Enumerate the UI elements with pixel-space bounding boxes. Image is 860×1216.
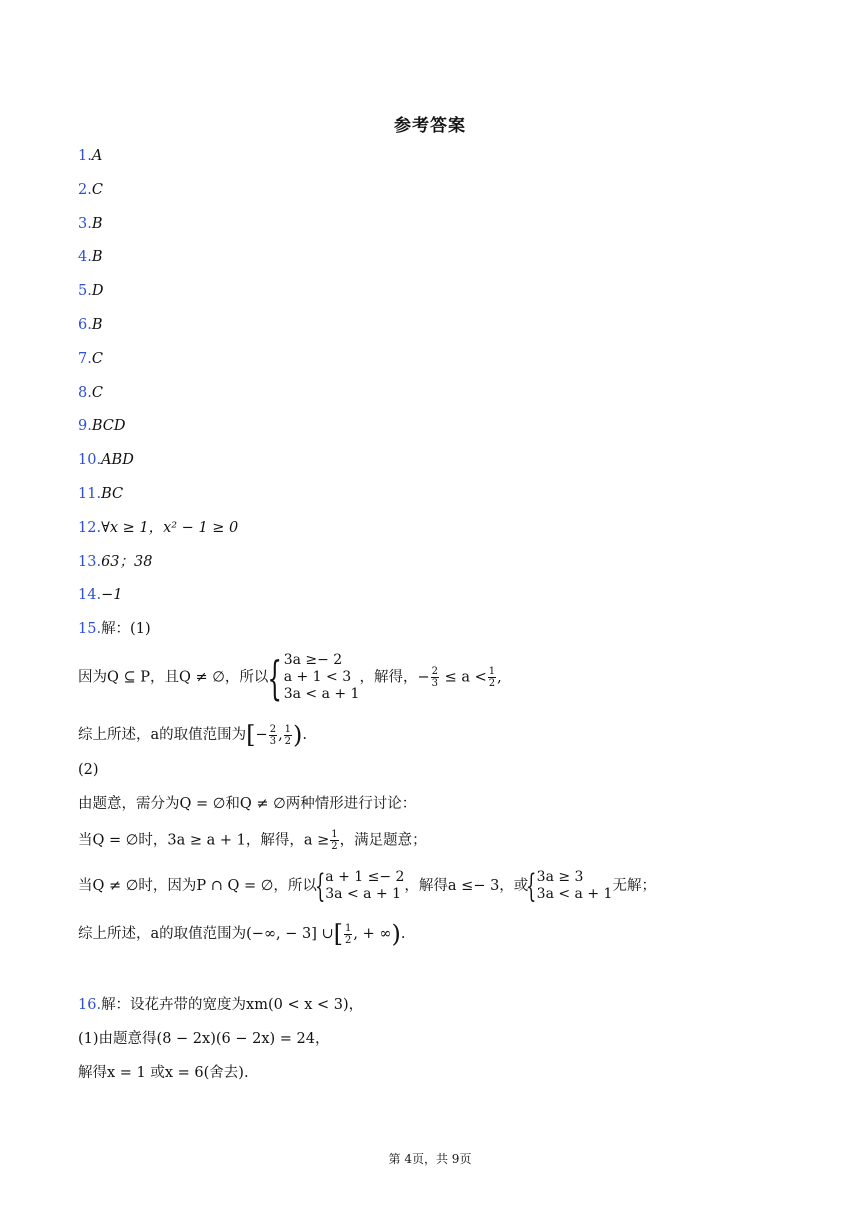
answer-item xyxy=(78,520,238,537)
fraction: $\frac{1}{2}$ xyxy=(488,666,496,689)
fraction: $\frac{1}{2}$ xyxy=(331,829,338,852)
answer-value: C xyxy=(91,181,103,198)
q15-l1-pre: 因为Q ⊆ P，且Q ≠ ∅，所以 xyxy=(78,669,269,686)
q15-line4 xyxy=(78,829,427,852)
answer-value: −1 xyxy=(101,587,123,604)
answer-number: 5. xyxy=(78,283,92,300)
q15-l4-pre: 当Q = ∅时，3a ≥ a + 1，解得，a ≥ xyxy=(78,832,330,849)
q15-l1-mid2: ≤ a < xyxy=(440,669,487,686)
answer-item xyxy=(78,216,103,233)
answer-value: 63；38 xyxy=(101,553,153,570)
sys-row: 3a < a + 1 xyxy=(325,886,402,902)
answer-value: B xyxy=(91,317,103,333)
answer-number: 9. xyxy=(78,418,92,435)
q15-line3: 由题意，需分为Q = ∅和Q ≠ ∅两种情形进行讨论： xyxy=(78,796,417,812)
answer-number: 13. xyxy=(78,553,102,570)
answer-value: BCD xyxy=(91,418,126,435)
system-rows xyxy=(537,869,613,903)
answer-item xyxy=(78,317,103,334)
sys-row: a + 1 ≤− 2 xyxy=(325,869,405,885)
q15-l2-post: . xyxy=(302,727,308,743)
answer-item xyxy=(78,486,123,503)
q15-system: { 3a ≥− 2 a + 1 < 3 3a < a + 1 xyxy=(267,650,360,705)
q15-l5-post: 无解； xyxy=(612,878,656,894)
answer-number: 8. xyxy=(78,384,92,401)
answer-value: BC xyxy=(101,486,124,502)
q15-l6-pre: 综上所述，a的取值范围为(−∞, − 3] ∪ xyxy=(78,926,334,942)
q15-line1 xyxy=(78,652,502,703)
answer-number: 6. xyxy=(78,317,92,333)
fraction: $\frac{1}{2}$ xyxy=(284,723,292,747)
q15-l6-post: . xyxy=(400,926,406,942)
q15-l5-pre: 当Q ≠ ∅时，因为P ∩ Q = ∅，所以 xyxy=(78,878,317,894)
answer-number: 7. xyxy=(78,350,92,367)
answer-number: 2. xyxy=(78,181,92,198)
answer-item xyxy=(78,148,102,165)
sys-row: 3a ≥− 2 xyxy=(283,652,343,668)
answer-value: D xyxy=(91,283,104,300)
q15-l4-post: ，满足题意； xyxy=(339,832,427,849)
answer-value: B xyxy=(91,215,103,232)
q16-line2: (1)由题意得(8 − 2x)(6 − 2x) = 24， xyxy=(78,1031,330,1047)
q15-header xyxy=(78,621,151,638)
sys-row: 3a < a + 1 xyxy=(536,886,613,902)
q15-system-rows xyxy=(284,652,360,703)
answer-number: 10. xyxy=(78,452,102,469)
answer-item xyxy=(78,587,122,604)
page-title: 参考答案 xyxy=(394,116,466,136)
fraction: $\frac{2}{3}$ xyxy=(269,723,277,747)
answer-value: C xyxy=(91,350,103,367)
answer-number: 1. xyxy=(78,148,92,164)
answer-value: B xyxy=(91,249,103,266)
answer-item xyxy=(78,283,103,300)
q15-number: 15. xyxy=(78,621,102,637)
answer-item xyxy=(78,385,103,402)
sys-row: a + 1 < 3 xyxy=(283,669,352,685)
answer-number: 3. xyxy=(78,215,92,232)
answer-item xyxy=(78,182,103,199)
sys-row: 3a < a + 1 xyxy=(283,686,360,702)
answer-number: 14. xyxy=(78,587,102,604)
fraction: $\frac{1}{2}$ xyxy=(345,922,352,946)
system-rows xyxy=(325,869,404,903)
answer-value: C xyxy=(91,384,103,401)
page-footer: 第 4页，共 9页 xyxy=(388,1152,472,1166)
answer-item xyxy=(78,351,103,368)
q15-line5 xyxy=(78,869,656,903)
answer-value: ABD xyxy=(101,452,134,469)
fraction: $\frac{2}{3}$ xyxy=(431,666,438,689)
answer-item xyxy=(78,554,152,571)
q15-line6: 综上所述，a的取值范围为(−∞, − 3] ∪[ $\frac{1}{2}$ , + ∞). xyxy=(78,920,406,948)
q16-l1: 解：设花卉带的宽度为xm(0 < x < 3)， xyxy=(101,997,364,1013)
q15-system-a: { a + 1 ≤− 2 3a < a + 1 xyxy=(314,867,405,905)
answer-number: 11. xyxy=(78,486,102,502)
answer-number: 12. xyxy=(78,519,102,536)
q15-l5-mid: ，解得a ≤− 3，或 xyxy=(404,878,529,894)
answer-value: ∀x ≥ 1，x² − 1 ≥ 0 xyxy=(101,519,239,536)
q15-l2-pre: 综上所述，a的取值范围为 xyxy=(78,727,247,743)
q16-number: 16. xyxy=(78,997,102,1013)
q15-l1-post: , xyxy=(497,669,502,686)
q15-l6-post2: , + ∞ xyxy=(353,926,392,942)
q16-line3: 解得x = 1 或x = 6(舍去). xyxy=(78,1065,249,1081)
answer-item xyxy=(78,452,134,469)
q16-line1 xyxy=(78,997,363,1014)
q15-l1-mid: ，解得，− xyxy=(359,669,430,686)
q15-head: 解：(1) xyxy=(101,621,151,637)
q15-line2: 综上所述，a的取值范围为[− $\frac{2}{3}$ , $\frac{1}{2}$ ). xyxy=(78,721,308,749)
q15-part2: (2) xyxy=(78,762,99,778)
q15-system-b: { 3a ≥ 3 3a < a + 1 xyxy=(526,867,613,905)
answer-number: 4. xyxy=(78,249,92,266)
answer-value: A xyxy=(91,148,103,164)
answer-item xyxy=(78,249,103,266)
answer-item xyxy=(78,418,126,435)
sys-row: 3a ≥ 3 xyxy=(536,869,584,885)
